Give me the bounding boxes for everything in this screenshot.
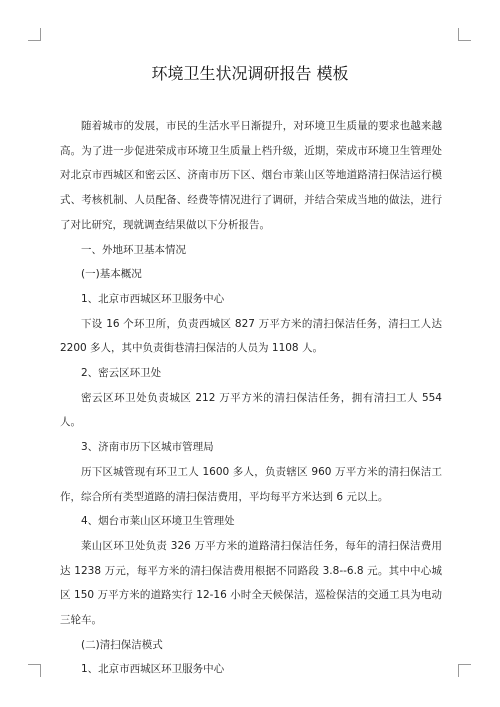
item-heading: 2、密云区环卫处 (81, 367, 162, 380)
item-heading: 3、济南市历下区城市管理局 (81, 441, 214, 454)
item-paragraph: 历下区城管现有环卫工人 1600 多人，负责辖区 960 万平方米的清扫保洁工作，综合所有类型道路的清扫保洁费用，平均每平方米达到 6 元以上。 (60, 465, 442, 503)
item-paragraph: 下设 16 个环卫所，负责西城区 827 万平方米的清扫保洁任务，清扫工人达 2200 多人，其中负责街巷清扫保洁的人员为 1108 人。 (60, 317, 442, 355)
crop-mark-top-right (458, 28, 471, 41)
crop-mark-bottom-right (458, 664, 471, 677)
crop-mark-bottom-left (28, 664, 41, 677)
item-heading: 1、北京市西城区环卫服务中心 (81, 663, 225, 676)
section-heading: 一、外地环卫基本情况 (81, 243, 186, 256)
item-heading: 1、北京市西城区环卫服务中心 (81, 292, 225, 305)
crop-mark-top-left (28, 28, 41, 41)
subsection-heading: (一)基本概况 (81, 268, 142, 281)
document-title: 环境卫生状况调研报告 模板 (151, 64, 349, 83)
document-body (60, 114, 442, 682)
subsection-heading: (二)清扫保洁模式 (81, 638, 163, 651)
item-paragraph: 莱山区环卫处负责 326 万平方米的道路清扫保洁任务，每年的清扫保洁费用达 1238 万元，每平方米的清扫保洁费用根据不同路段 3.8--6.8 元。其中中心城区 150 万平方米的道路实行 12-16 小时全天候保洁，巡检保洁的交通工具为电动三轮车。 (60, 539, 442, 627)
item-paragraph: 密云区环卫处负责城区 212 万平方米的清扫保洁任务，拥有清扫工人 554 人。 (60, 391, 442, 429)
intro-paragraph: 随着城市的发展，市民的生活水平日渐提升，对环境卫生质量的要求也越来越高。为了进一步促进荣成市环境卫生质量上档升级，近期，荣成市环境卫生管理处对北京市西城区和密云区、济南市历下区、烟台市莱山区等地道路清扫保洁运行模式、考核机制、人员配备、经费等情况进行了调研，并结合荣成当地的做法，进行了对比研究，现就调查结果做以下分析报告。 (60, 120, 442, 231)
item-heading: 4、烟台市莱山区环境卫生管理处 (81, 515, 235, 528)
